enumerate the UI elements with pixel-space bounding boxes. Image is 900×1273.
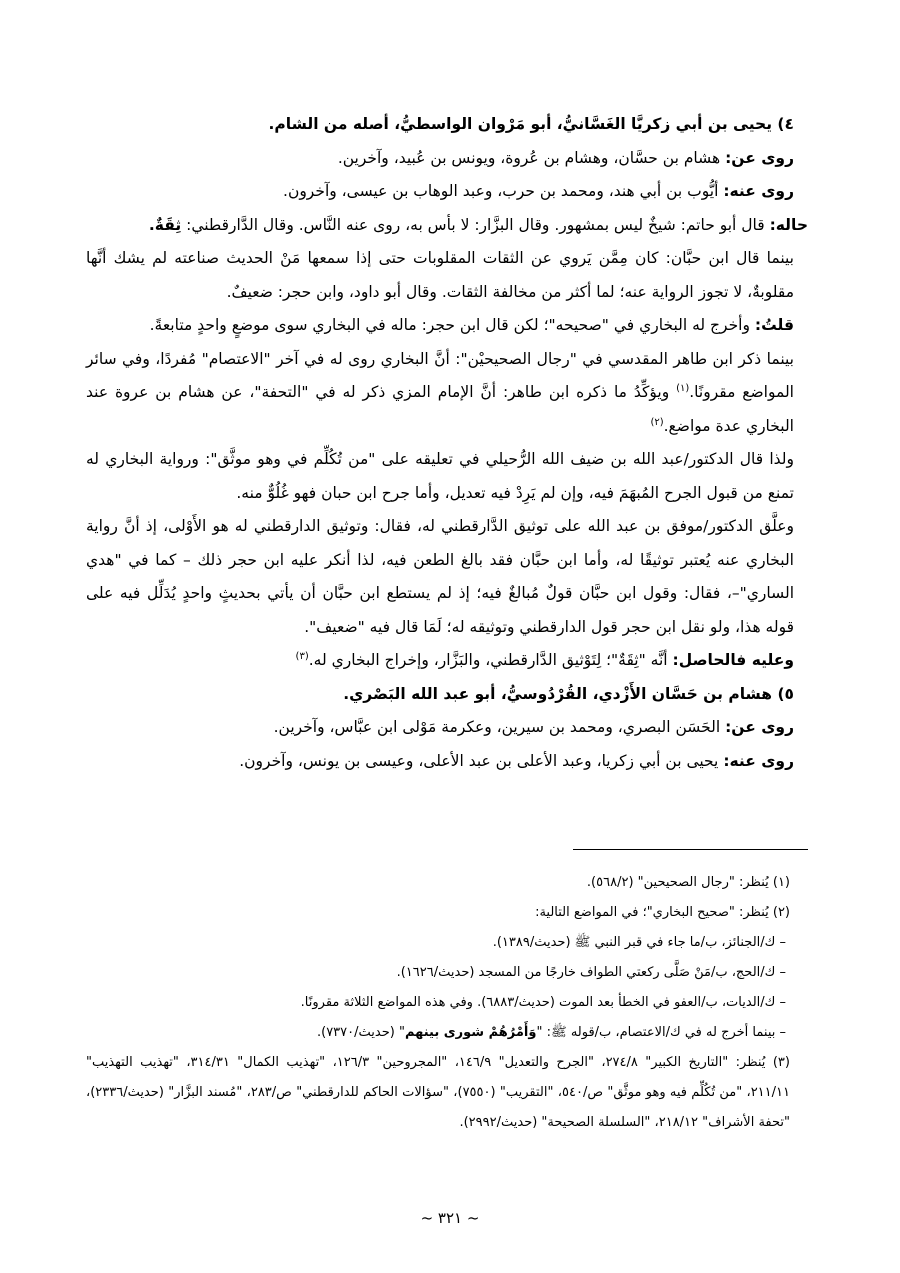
- page-number: ~ ٣٢١ ~: [420, 1209, 480, 1227]
- text: أنَّه "ثِقَةٌ"؛ لِتَوْثيق الدَّارقطني، والبَزَّار، وإخراج البخاري له.: [308, 651, 673, 669]
- label: حاله:: [769, 215, 808, 234]
- text: وعلَّق الدكتور/موفق بن عبد الله على توثيق الدَّارقطني له، فقال: وتوثيق الدارقطني له هو الأَوْلى، إذ أنَّ رواية البخاري عنه يُعتبر توثيقًا له، وأما ابن حبَّان فقد بالغ الطعن فيه، لذا أنكر عليه ابن حجر ذلك – كما في "هدي الساري"–، فقال: وقول ابن حبَّان قولٌ مُبالغٌ فيه؛ إذ لم يستطع ابن حبَّان أن يأتي بحديثٍ واحدٍ يُدَلِّل فيه على قوله هذا، ولو نقل ابن حجر قول الدارقطني وتوثيقه له؛ لَمَا قال فيه "ضعيف".: [86, 517, 794, 636]
- narrator-heading-4: [86, 108, 808, 142]
- verdict: ثِقَةٌ.: [148, 215, 182, 234]
- narrator-heading-text: ٥) هشام بن حَسَّان الأَزْدي، القُرْدُوسيُّ، أبو عبد الله البَصْري.: [343, 684, 794, 703]
- conclusion-paragraph: [86, 644, 808, 678]
- footnote-separator: [573, 849, 808, 850]
- main-text: [86, 108, 808, 778]
- text: ويؤكِّدُ ما ذكره ابن طاهر: أنَّ الإمام المزي ذكر له في "التحفة"، عن هشام بن عروة عند البخاري عدة مواضع.: [86, 383, 794, 435]
- label: وعليه فالحاصل:: [672, 651, 794, 669]
- footnote-3: (٣) يُنظر: "التاريخ الكبير" ٢٧٤/٨، "الجرح والتعديل" ١٤٦/٩، "المجروحين" ١٢٦/٣، "تهذيب الكمال" ٣١٤/٣١، "تهذيب التهذيب" ٢١١/١١، "من تُكُلِّم فيه وهو موثَّق" ص/٥٤٠، "التقريب" (٧٥٥٠)، "سؤالات الحاكم للدارقطني" ص/٢٨٣، "مُسند البزَّار" (حديث/٢٣٣٦)، "تحفة الأشراف" ٢١٨/١٢، "السلسلة الصحيحة" (حديث/٢٩٩٢).: [86, 1055, 790, 1130]
- text: هشام بن حسَّان، وهشام بن عُروة، ويونس بن عُبيد، وآخرين.: [337, 148, 726, 167]
- label: روى عن:: [725, 718, 794, 736]
- footnote-2-item: [86, 1018, 808, 1048]
- text: بينما قال ابن حبَّان: كان مِمَّن يَروي عن الثقات المقلوبات حتى إذا سمعها مَنْ الحديث صناعته لم يشك أنَّها مقلوبةٌ، لا تجوز الرواية عنه؛ لما أكثر من مخالفة الثقات. وقال أبو داود، وابن حجر: ضعيفٌ.: [86, 249, 794, 301]
- narrated-from-5: [86, 711, 808, 745]
- footnote-ref-1: (١): [676, 382, 690, 394]
- label: روى عن:: [725, 148, 794, 167]
- text: ولذا قال الدكتور/عبد الله بن ضيف الله الرُّحيلي في تعليقه على "من تُكُلِّم في وهو موثَّق": ورواية البخاري له تمنع من قبول الجرح المُبهَمَ فيه، وإن لم يَرِدْ فيه تعديل، وأما جرح ابن حبان فهو غُلُوٌّ منه.: [86, 450, 794, 502]
- muwaffaq-paragraph: [86, 510, 808, 644]
- footnote-2: (٢) يُنظر: "صحيح البخاري"؛ في المواضع التالية:: [535, 905, 790, 920]
- text: قال أبو حاتم: شيخٌ ليس بمشهور. وقال البزَّار: لا بأس به، روى عنه النَّاس. وقال الدَّارقطني:: [181, 215, 770, 234]
- label: قلتُ:: [754, 316, 794, 334]
- text: بينما ذكر ابن طاهر المقدسي في "رجال الصحيحيْن": أنَّ البخاري روى له في آخر "الاعتصام" مُفردًا، وفي سائر المواضع مقرونًا.: [86, 349, 794, 401]
- ruhaili-paragraph: [86, 443, 808, 510]
- footnote-ref-2: (٢): [650, 416, 664, 428]
- footnote-2-item: – ك/الحج، ب/مَنْ صَلَّى ركعتي الطواف خارجًا من المسجد (حديث/١٦٢٦).: [396, 965, 786, 980]
- text: " (حديث/٧٣٧٠).: [316, 1025, 405, 1040]
- text: وأخرج له البخاري في "صحيحه"؛ لكن قال ابن حجر: ماله في البخاري سوى موضعٍ واحدٍ متابعةً.: [149, 316, 755, 334]
- narrated-by-5: [86, 745, 808, 779]
- label: روى عنه:: [723, 182, 794, 200]
- label: روى عنه:: [723, 751, 794, 770]
- text: – بينما أخرج له في ك/الاعتصام، ب/قوله ﷺ: ": [536, 1025, 786, 1040]
- footnote-1: (١) يُنظر: "رجال الصحيحين" (٥٦٨/٢).: [586, 875, 790, 890]
- footnote-2-item: – ك/الديات، ب/العفو في الخطأ بعد الموت (حديث/٦٨٨٣). وفي هذه المواضع الثلاثة مقرونًا.: [300, 995, 786, 1010]
- note-paragraph: [86, 309, 808, 343]
- narrator-heading-text: ٤) يحيى بن أبي زكريَّا الغَسَّانيُّ، أبو مَرْوان الواسطيُّ، أصله من الشام.: [268, 115, 794, 133]
- quote: وَأَمْرُهُمْ شورى بينهم: [404, 1025, 537, 1040]
- narrator-heading-5: [86, 678, 808, 712]
- footnote-ref-3: (٣): [295, 650, 309, 662]
- status-paragraph: [86, 209, 808, 243]
- text: يحيى بن أبي زكريا، وعبد الأعلى بن عبد الأعلى، وعيسى بن يونس، وآخرون.: [239, 751, 724, 770]
- footnotes: [86, 868, 808, 1138]
- text: أيُّوب بن أبي هند، ومحمد بن حرب، وعبد الوهاب بن عيسى، وآخرون.: [283, 182, 724, 200]
- text: الحَسَن البصري، ومحمد بن سيرين، وعكرمة مَوْلى ابن عبَّاس، وآخرين.: [273, 718, 726, 736]
- narrated-from-4: [86, 142, 808, 176]
- narrated-by-4: [86, 175, 808, 209]
- ibn-tahir-paragraph: [86, 343, 808, 444]
- footnote-2-item: – ك/الجنائز، ب/ما جاء في قبر النبي ﷺ (حديث/١٣٨٩).: [492, 935, 786, 950]
- ibn-hibban-paragraph: [86, 242, 808, 309]
